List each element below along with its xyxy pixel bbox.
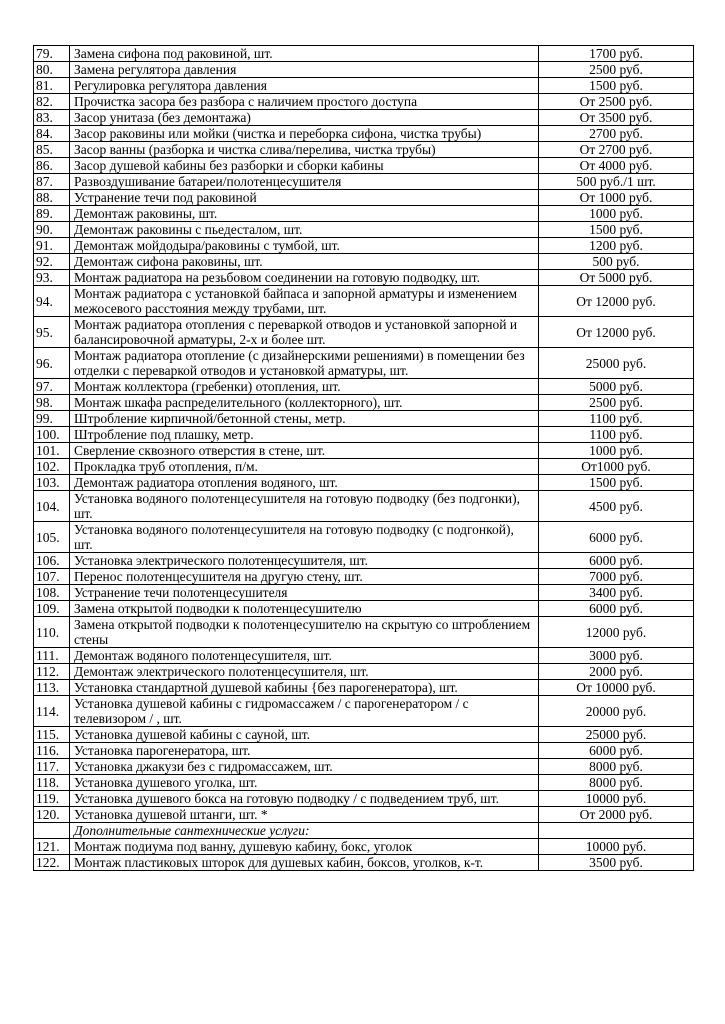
service-price: 1000 руб.: [539, 206, 694, 222]
service-price: 3000 руб.: [539, 648, 694, 664]
service-price: 1100 руб.: [539, 427, 694, 443]
table-row: [34, 696, 694, 727]
service-description: Прокладка труб отопления, п/м.: [70, 459, 539, 475]
service-description: Установка душевой штанги, шт. *: [70, 807, 539, 823]
service-description: Установка душевого уголка, шт.: [70, 775, 539, 791]
row-number: 98.: [34, 395, 70, 411]
row-number: 111.: [34, 648, 70, 664]
service-description: Демонтаж раковины, шт.: [70, 206, 539, 222]
row-number: 115.: [34, 727, 70, 743]
row-number: 121.: [34, 839, 70, 855]
service-description: Регулировка регулятора давления: [70, 78, 539, 94]
service-price: 8000 руб.: [539, 759, 694, 775]
service-price: 500 руб./1 шт.: [539, 174, 694, 190]
table-row: [34, 427, 694, 443]
service-description: Монтаж радиатора отопления с переваркой отводов и установкой запорной и балансировочной арматуры, 2-х и более шт.: [70, 317, 539, 348]
row-number: 79.: [34, 46, 70, 62]
service-description: Установка водяного полотенцесушителя на готовую подводку (без подгонки), шт.: [70, 491, 539, 522]
row-number: 122.: [34, 855, 70, 871]
table-row: [34, 411, 694, 427]
table-row: [34, 379, 694, 395]
service-description: Замена открытой подводки к полотенцесушителю на скрытую со штроблением стены: [70, 617, 539, 648]
row-number: [34, 823, 70, 839]
row-number: 110.: [34, 617, 70, 648]
table-row: [34, 743, 694, 759]
table-row: [34, 680, 694, 696]
service-price: От 12000 руб.: [539, 317, 694, 348]
table-row: [34, 617, 694, 648]
table-row: [34, 522, 694, 553]
service-price: 7000 руб.: [539, 569, 694, 585]
row-number: 81.: [34, 78, 70, 94]
table-row: [34, 759, 694, 775]
service-price: 6000 руб.: [539, 553, 694, 569]
service-description: Установка душевой кабины с сауной, шт.: [70, 727, 539, 743]
service-description: Демонтаж мойдодыра/раковины с тумбой, шт.: [70, 238, 539, 254]
row-number: 99.: [34, 411, 70, 427]
service-description: Демонтаж электрического полотенцесушителя, шт.: [70, 664, 539, 680]
service-description: Штробление кирпичной/бетонной стены, метр.: [70, 411, 539, 427]
service-price: 1500 руб.: [539, 222, 694, 238]
row-number: 83.: [34, 110, 70, 126]
row-number: 85.: [34, 142, 70, 158]
row-number: 88.: [34, 190, 70, 206]
table-row: [34, 238, 694, 254]
row-number: 101.: [34, 443, 70, 459]
service-description: Монтаж радиатора отопление (с дизайнерскими решениями) в помещении без отделки с переваркой отводов и установкой арматуры, шт.: [70, 348, 539, 379]
table-row: [34, 190, 694, 206]
service-description: Монтаж шкафа распределительного (коллекторного), шт.: [70, 395, 539, 411]
table-row: [34, 348, 694, 379]
row-number: 87.: [34, 174, 70, 190]
service-price: 1500 руб.: [539, 475, 694, 491]
service-price: От 12000 руб.: [539, 286, 694, 317]
section-title: Дополнительные сантехнические услуги:: [70, 823, 539, 839]
service-description: Устранение течи полотенцесушителя: [70, 585, 539, 601]
row-number: 86.: [34, 158, 70, 174]
service-price: От 2000 руб.: [539, 807, 694, 823]
service-description: Установка душевой кабины с гидромассажем / с парогенератором / с телевизором / , шт.: [70, 696, 539, 727]
row-number: 116.: [34, 743, 70, 759]
row-number: 119.: [34, 791, 70, 807]
table-row: [34, 317, 694, 348]
table-row: [34, 807, 694, 823]
service-price: 6000 руб.: [539, 601, 694, 617]
table-row: [34, 601, 694, 617]
service-price: От 4000 руб.: [539, 158, 694, 174]
row-number: 112.: [34, 664, 70, 680]
row-number: 96.: [34, 348, 70, 379]
table-row: [34, 222, 694, 238]
service-price: От 2500 руб.: [539, 94, 694, 110]
row-number: 118.: [34, 775, 70, 791]
service-description: Засор раковины или мойки (чистка и переборка сифона, чистка трубы): [70, 126, 539, 142]
service-description: Прочистка засора без разбора с наличием простого доступа: [70, 94, 539, 110]
row-number: 94.: [34, 286, 70, 317]
service-description: Сверление сквозного отверстия в стене, шт.: [70, 443, 539, 459]
service-price: 6000 руб.: [539, 522, 694, 553]
row-number: 82.: [34, 94, 70, 110]
service-price: 25000 руб.: [539, 348, 694, 379]
table-row: [34, 569, 694, 585]
row-number: 120.: [34, 807, 70, 823]
row-number: 117.: [34, 759, 70, 775]
service-price: От 3500 руб.: [539, 110, 694, 126]
table-row: [34, 491, 694, 522]
service-price: 1700 руб.: [539, 46, 694, 62]
service-price: 2000 руб.: [539, 664, 694, 680]
row-number: 92.: [34, 254, 70, 270]
table-row: [34, 94, 694, 110]
service-description: Установка электрического полотенцесушителя, шт.: [70, 553, 539, 569]
row-number: 90.: [34, 222, 70, 238]
service-price: 3500 руб.: [539, 855, 694, 871]
table-row: [34, 791, 694, 807]
row-number: 105.: [34, 522, 70, 553]
row-number: 80.: [34, 62, 70, 78]
row-number: 109.: [34, 601, 70, 617]
service-price: 1200 руб.: [539, 238, 694, 254]
row-number: 114.: [34, 696, 70, 727]
service-description: Установка водяного полотенцесушителя на готовую подводку (с подгонкой), шт.: [70, 522, 539, 553]
service-description: Монтаж радиатора с установкой байпаса и запорной арматуры и изменением межосевого расстояния между трубами, шт.: [70, 286, 539, 317]
service-description: Монтаж радиатора на резьбовом соединении на готовую подводку, шт.: [70, 270, 539, 286]
service-price: 2500 руб.: [539, 395, 694, 411]
service-price: 1100 руб.: [539, 411, 694, 427]
service-description: Устранение течи под раковиной: [70, 190, 539, 206]
table-row: [34, 46, 694, 62]
table-row: [34, 62, 694, 78]
row-number: 104.: [34, 491, 70, 522]
service-price: 2700 руб.: [539, 126, 694, 142]
row-number: 102.: [34, 459, 70, 475]
service-description: Засор унитаза (без демонтажа): [70, 110, 539, 126]
table-row: [34, 459, 694, 475]
table-row: [34, 553, 694, 569]
table-row: [34, 585, 694, 601]
service-description: Установка стандартной душевой кабины {без парогенератора), шт.: [70, 680, 539, 696]
service-description: Демонтаж водяного полотенцесушителя, шт.: [70, 648, 539, 664]
service-description: Установка парогенератора, шт.: [70, 743, 539, 759]
service-price: От 1000 руб.: [539, 190, 694, 206]
row-number: 100.: [34, 427, 70, 443]
service-description: Засор ванны (разборка и чистка слива/перелива, чистка трубы): [70, 142, 539, 158]
service-description: Установка джакузи без с гидромассажем, шт.: [70, 759, 539, 775]
service-price: От1000 руб.: [539, 459, 694, 475]
service-price: 4500 руб.: [539, 491, 694, 522]
price-table-body: [34, 46, 694, 871]
table-row: [34, 286, 694, 317]
service-price: 6000 руб.: [539, 743, 694, 759]
table-row: [34, 254, 694, 270]
table-row: [34, 78, 694, 94]
service-description: Засор душевой кабины без разборки и сборки кабины: [70, 158, 539, 174]
row-number: 108.: [34, 585, 70, 601]
service-description: Замена регулятора давления: [70, 62, 539, 78]
row-number: 91.: [34, 238, 70, 254]
row-number: 84.: [34, 126, 70, 142]
table-row: [34, 664, 694, 680]
service-price: 5000 руб.: [539, 379, 694, 395]
table-row: [34, 142, 694, 158]
table-row: [34, 855, 694, 871]
row-number: 93.: [34, 270, 70, 286]
section-header-row: [34, 823, 694, 839]
service-price: От 5000 руб.: [539, 270, 694, 286]
service-description: Развоздушивание батареи/полотенцесушителя: [70, 174, 539, 190]
service-price: [539, 823, 694, 839]
table-row: [34, 648, 694, 664]
table-row: [34, 775, 694, 791]
service-description: Монтаж подиума под ванну, душевую кабину, бокс, уголок: [70, 839, 539, 855]
service-price: 500 руб.: [539, 254, 694, 270]
service-description: Демонтаж радиатора отопления водяного, шт.: [70, 475, 539, 491]
service-price: 10000 руб.: [539, 839, 694, 855]
service-description: Перенос полотенцесушителя на другую стену, шт.: [70, 569, 539, 585]
service-description: Монтаж пластиковых шторок для душевых кабин, боксов, уголков, к-т.: [70, 855, 539, 871]
service-price: 25000 руб.: [539, 727, 694, 743]
table-row: [34, 475, 694, 491]
service-price: 10000 руб.: [539, 791, 694, 807]
service-price: 8000 руб.: [539, 775, 694, 791]
table-row: [34, 174, 694, 190]
price-table: [33, 45, 694, 871]
service-description: Установка душевого бокса на готовую подводку / с подведением труб, шт.: [70, 791, 539, 807]
row-number: 95.: [34, 317, 70, 348]
table-row: [34, 110, 694, 126]
service-price: 1000 руб.: [539, 443, 694, 459]
row-number: 97.: [34, 379, 70, 395]
service-description: Штробление под плашку, метр.: [70, 427, 539, 443]
service-description: Замена сифона под раковиной, шт.: [70, 46, 539, 62]
service-description: Демонтаж сифона раковины, шт.: [70, 254, 539, 270]
table-row: [34, 395, 694, 411]
row-number: 113.: [34, 680, 70, 696]
row-number: 103.: [34, 475, 70, 491]
service-price: 1500 руб.: [539, 78, 694, 94]
service-description: Монтаж коллектора (гребенки) отопления, шт.: [70, 379, 539, 395]
service-price: 2500 руб.: [539, 62, 694, 78]
table-row: [34, 727, 694, 743]
service-description: Демонтаж раковины с пьедесталом, шт.: [70, 222, 539, 238]
service-description: Замена открытой подводки к полотенцесушителю: [70, 601, 539, 617]
service-price: От 2700 руб.: [539, 142, 694, 158]
table-row: [34, 443, 694, 459]
service-price: 3400 руб.: [539, 585, 694, 601]
table-row: [34, 158, 694, 174]
table-row: [34, 839, 694, 855]
row-number: 107.: [34, 569, 70, 585]
service-price: 12000 руб.: [539, 617, 694, 648]
table-row: [34, 126, 694, 142]
table-row: [34, 270, 694, 286]
table-row: [34, 206, 694, 222]
row-number: 89.: [34, 206, 70, 222]
service-price: 20000 руб.: [539, 696, 694, 727]
row-number: 106.: [34, 553, 70, 569]
service-price: От 10000 руб.: [539, 680, 694, 696]
